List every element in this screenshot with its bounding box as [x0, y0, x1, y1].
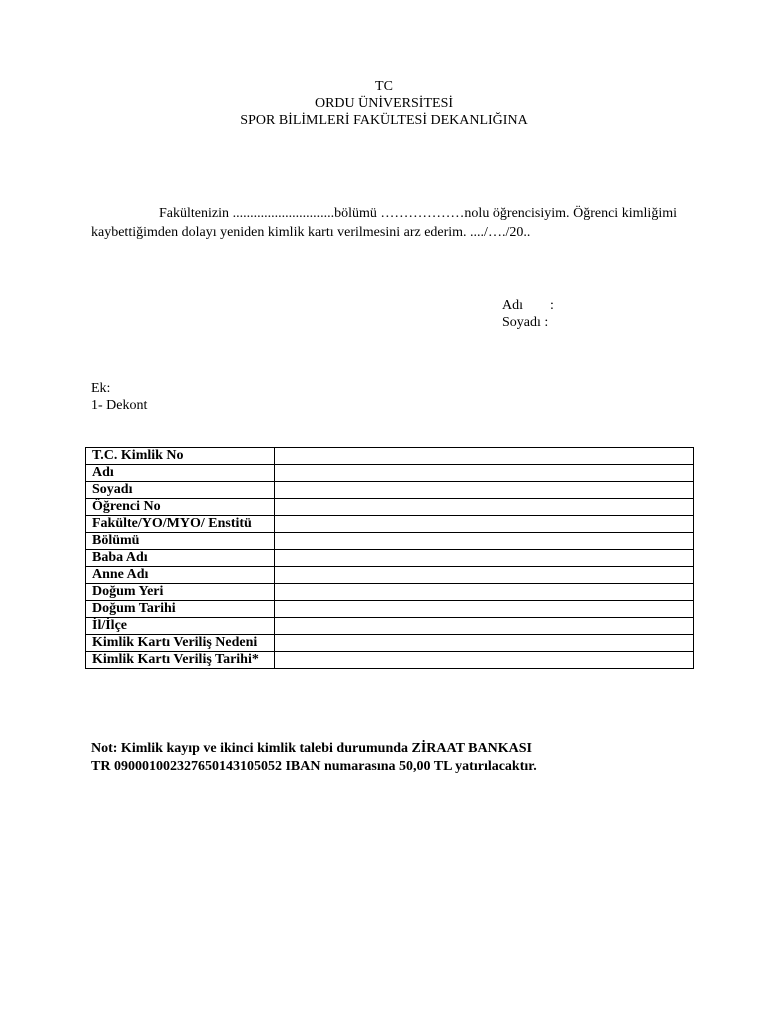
attachments-title: Ek:	[91, 381, 111, 396]
table-row	[86, 482, 694, 499]
table-row-value[interactable]	[274, 635, 693, 652]
table-row-value[interactable]	[274, 567, 693, 584]
table-row	[86, 618, 694, 635]
table-row-label: Doğum Yeri	[86, 584, 275, 601]
table-row-value[interactable]	[274, 448, 693, 465]
attachment-item: 1- Dekont	[91, 398, 148, 413]
table-row	[86, 516, 694, 533]
table-row-label: İl/İlçe	[86, 618, 275, 635]
table-row-label: Bölümü	[86, 533, 275, 550]
table-row	[86, 550, 694, 567]
student-info-table-body	[86, 448, 694, 669]
table-row-value[interactable]	[274, 499, 693, 516]
table-row-value[interactable]	[274, 465, 693, 482]
table-row-value[interactable]	[274, 652, 693, 669]
table-row	[86, 448, 694, 465]
signature-surname-row	[502, 314, 554, 331]
table-row-value[interactable]	[274, 482, 693, 499]
document-header	[0, 78, 768, 129]
table-row-label: Adı	[86, 465, 275, 482]
table-row-label: Kimlik Kartı Veriliş Nedeni	[86, 635, 275, 652]
table-row-label: Fakülte/YO/MYO/ Enstitü	[86, 516, 275, 533]
table-row	[86, 499, 694, 516]
table-row	[86, 533, 694, 550]
table-row-label: Baba Adı	[86, 550, 275, 567]
table-row-value[interactable]	[274, 601, 693, 618]
signature-name-colon: :	[550, 298, 554, 313]
header-line-tc: TC	[375, 79, 393, 94]
table-row-value[interactable]	[274, 550, 693, 567]
table-row	[86, 601, 694, 618]
table-row	[86, 652, 694, 669]
table-row	[86, 465, 694, 482]
payment-note	[91, 740, 691, 776]
signature-name-label: Adı	[502, 298, 523, 313]
table-row-value[interactable]	[274, 533, 693, 550]
petition-paragraph: Fakültenizin .............................bölümü ………………nolu öğrencisiyim. Öğrenci kimliğimi kaybettiğimden dolayı yeniden kimlik kartı verilmesini arz ederim. ..../…./20..	[91, 206, 677, 240]
signature-block	[502, 297, 554, 331]
table-row-value[interactable]	[274, 618, 693, 635]
table-row-label: Öğrenci No	[86, 499, 275, 516]
signature-name-row	[502, 297, 554, 314]
table-row-label: Doğum Tarihi	[86, 601, 275, 618]
header-line-faculty: SPOR BİLİMLERİ FAKÜLTESİ DEKANLIĞINA	[240, 113, 528, 128]
table-row-label: Anne Adı	[86, 567, 275, 584]
payment-note-line-2: TR 090001002327650143105052 IBAN numarasına 50,00 TL yatırılacaktır.	[91, 759, 537, 774]
table-row-label: T.C. Kimlik No	[86, 448, 275, 465]
payment-note-line-1: Not: Kimlik kayıp ve ikinci kimlik talebi durumunda ZİRAAT BANKASI	[91, 741, 532, 756]
student-info-table	[85, 447, 694, 669]
attachments-block	[91, 380, 147, 414]
table-row-value[interactable]	[274, 516, 693, 533]
table-row	[86, 567, 694, 584]
table-row-value[interactable]	[274, 584, 693, 601]
table-row	[86, 635, 694, 652]
signature-surname-label: Soyadı :	[502, 315, 549, 330]
header-line-university: ORDU ÜNİVERSİTESİ	[314, 96, 454, 111]
table-row	[86, 584, 694, 601]
table-row-label: Kimlik Kartı Veriliş Tarihi*	[86, 652, 275, 669]
table-row-label: Soyadı	[86, 482, 275, 499]
